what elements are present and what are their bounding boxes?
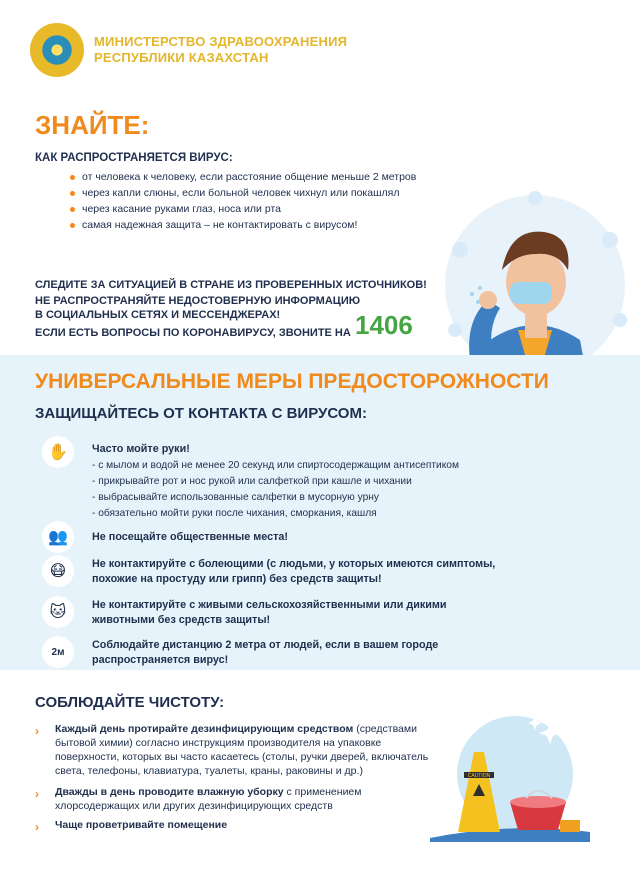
animal-icon: 🐱 bbox=[42, 596, 74, 628]
header bbox=[30, 20, 450, 80]
list-item: самая надежная защита – не контактировать с вирусом! bbox=[70, 218, 430, 232]
no-spread-notice-2: В СОЦИАЛЬНЫХ СЕТЯХ И МЕССЕНДЖЕРАХ! bbox=[35, 309, 281, 321]
clean-item-1-rest: (средствами бытовой химии) согласно инструкциям производителя на упаковке поверхности, которых вы часто касаетесь (столы, ручки дверей, включатель света, телефоны, клавиатура, туалеты, краны, раковины и др.) bbox=[55, 723, 429, 777]
ministry-line-2: РЕСПУБЛИКИ КАЗАХСТАН bbox=[94, 50, 269, 65]
wash-item: - обязательно мойти руки после чихания, сморкания, кашля bbox=[92, 508, 377, 519]
wash-item: - выбрасывайте использованные салфетки в мусорную урну bbox=[92, 492, 379, 503]
call-notice: ЕСЛИ ЕСТЬ ВОПРОСЫ ПО КОРОНАВИРУСУ, ЗВОНИТЕ НА bbox=[35, 327, 351, 339]
list-item: через касание руками глаз, носа или рта bbox=[70, 202, 430, 216]
cleaning-illustration bbox=[430, 712, 590, 842]
know-title: ЗНАЙТЕ: bbox=[35, 110, 150, 140]
know-section bbox=[30, 110, 620, 350]
protect-subtitle: ЗАЩИЩАЙТЕСЬ ОТ КОНТАКТА С ВИРУСОМ: bbox=[35, 405, 367, 422]
chevron-right-icon: › bbox=[35, 724, 39, 738]
hand-wash-icon: ✋ bbox=[42, 436, 74, 468]
clean-item-2 bbox=[55, 785, 445, 813]
masked-person-icon: 😷 bbox=[42, 555, 74, 587]
clean-item-2-bold: Дважды в день проводите влажную уборку bbox=[55, 786, 284, 798]
crowd-icon: 👥 bbox=[42, 521, 74, 553]
wash-title: Часто мойте руки! bbox=[92, 443, 190, 455]
clean-item-3 bbox=[55, 818, 445, 832]
clean-item-1 bbox=[55, 722, 445, 778]
ministry-name bbox=[94, 34, 347, 66]
ministry-line-1: МИНИСТЕРСТВО ЗДРАВООХРАНЕНИЯ bbox=[94, 34, 348, 49]
no-animals-contact-1: Не контактируйте с живыми сельскохозяйственными или дикими bbox=[92, 599, 447, 611]
list-item: от человека к человеку, если расстояние общение меньше 2 метров bbox=[70, 170, 430, 184]
no-spread-notice-1: НЕ РАСПРОСТРАНЯЙТЕ НЕДОСТОВЕРНУЮ ИНФОРМАЦИЮ bbox=[35, 295, 361, 307]
distance-icon: 2м bbox=[42, 636, 74, 668]
no-animals-contact-2: животными без средств защиты! bbox=[92, 614, 271, 626]
chevron-right-icon: › bbox=[35, 787, 39, 801]
clean-title: СОБЛЮДАЙТЕ ЧИСТОТУ: bbox=[35, 694, 225, 711]
wash-item: - прикрывайте рот и нос рукой или салфеткой при кашле и чихании bbox=[92, 476, 412, 487]
distance-rule-2: распространяется вирус! bbox=[92, 654, 229, 666]
no-sick-contact-2: похожие на простуду или грипп) без средств защиты! bbox=[92, 573, 382, 585]
no-public-places: Не посещайте общественные места! bbox=[92, 531, 288, 543]
caution-sign-label: CAUTION bbox=[467, 773, 491, 779]
follow-notice: СЛЕДИТЕ ЗА СИТУАЦИЕЙ В СТРАНЕ ИЗ ПРОВЕРЕННЫХ ИСТОЧНИКОВ! bbox=[35, 279, 427, 291]
distance-rule-1: Соблюдайте дистанцию 2 метра от людей, если в вашем городе bbox=[92, 639, 439, 651]
spread-list bbox=[70, 170, 430, 234]
hotline-number: 1406 bbox=[355, 310, 413, 340]
clean-item-2-rest: с применением хлорсодержащих или других дезинфицирующих средств bbox=[55, 786, 362, 812]
spread-question: КАК РАСПРОСТРАНЯЕТСЯ ВИРУС: bbox=[35, 152, 233, 164]
clean-item-1-bold: Каждый день протирайте дезинфицирующим средством bbox=[55, 723, 354, 735]
no-sick-contact-1: Не контактируйте с болеющими (с людьми, у которых имеются симптомы, bbox=[92, 558, 496, 570]
wash-item: - с мылом и водой не менее 20 секунд или спиртосодержащим антисептиком bbox=[92, 460, 459, 471]
universal-title: УНИВЕРСАЛЬНЫЕ МЕРЫ ПРЕДОСТОРОЖНОСТИ bbox=[35, 370, 549, 393]
list-item: через капли слюны, если больной человек чихнул или покашлял bbox=[70, 186, 430, 200]
chevron-right-icon: › bbox=[35, 820, 39, 834]
clean-item-3-bold: Чаще проветривайте помещение bbox=[55, 819, 228, 831]
state-emblem-icon bbox=[30, 23, 84, 77]
